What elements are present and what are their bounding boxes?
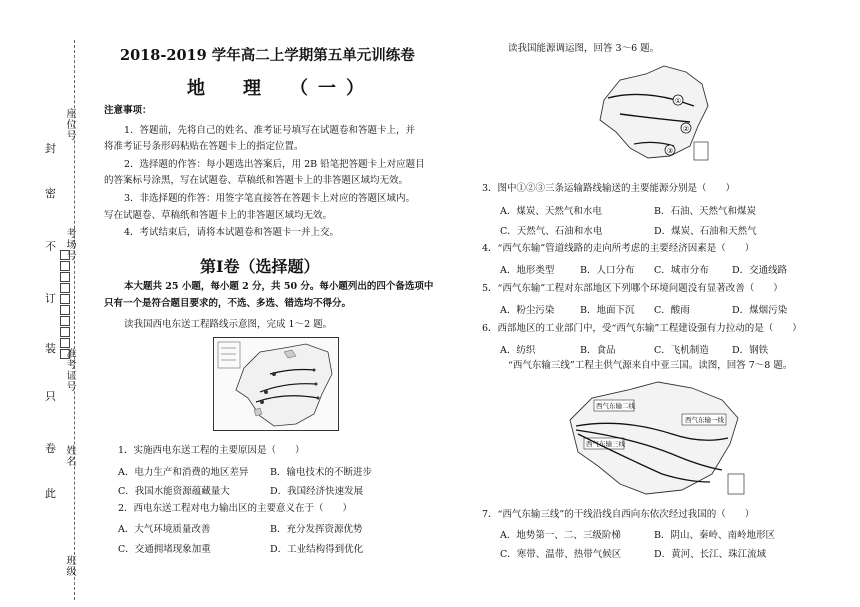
seal-char: 卷 — [45, 442, 56, 455]
q6-stem: 6．西部地区的工业部门中，受“西气东输”工程建设强有力拉动的是（ ） — [482, 323, 802, 334]
q7-stem: 7．“西气东输三线”的干线沿线自西向东依次经过我国的（ ） — [482, 509, 755, 520]
q3-option-c[interactable]: C．天然气、石油和水电 — [500, 226, 603, 237]
admission-number-label: 准考证号 — [64, 348, 75, 392]
q1-option-a[interactable]: A．电力生产和消费的地区差异 — [118, 467, 249, 478]
exam-room-label: 考场号 — [64, 228, 75, 261]
west-east-power-map — [213, 337, 339, 431]
q5-option-b[interactable]: B．地面下沉 — [580, 305, 635, 316]
q6-option-a[interactable]: A．纺织 — [500, 345, 536, 356]
notice-line: 4．考试结束后，请将本试题卷和答题卡一并上交。 — [124, 227, 340, 238]
energy-transport-map — [590, 60, 718, 164]
q1-option-c[interactable]: C．我国水能资源蕴藏量大 — [118, 486, 230, 497]
section-instruction: 只有一个是符合题目要求的，不选、多选、错选均不得分。 — [104, 298, 352, 309]
notice-line: 的答案标号涂黑，写在试题卷、草稿纸和答题卡上的非答题区域均无效。 — [104, 175, 409, 186]
q2-option-b[interactable]: B．充分发挥资源优势 — [270, 524, 363, 535]
q4-option-a[interactable]: A．地形类型 — [500, 265, 555, 276]
q1-option-d[interactable]: D．我国经济快速发展 — [270, 486, 364, 497]
q7-option-a[interactable]: A．地势第一、二、三级阶梯 — [500, 530, 621, 541]
west-east-gas-map — [562, 378, 752, 498]
q3-option-d[interactable]: D．煤炭、石油和天然气 — [654, 226, 757, 237]
seal-char: 此 — [45, 487, 56, 500]
seal-char: 只 — [45, 390, 56, 403]
notice-heading: 注意事项： — [104, 105, 152, 116]
q5-stem: 5．“西气东输”工程对东部地区下列哪个环境问题没有显著改善（ ） — [482, 283, 783, 294]
q5-option-d[interactable]: D．煤烟污染 — [732, 305, 788, 316]
q3-option-a[interactable]: A．煤炭、天然气和水电 — [500, 206, 602, 217]
seal-char: 封 — [45, 142, 56, 155]
q6-option-c[interactable]: C．飞机制造 — [654, 345, 709, 356]
china-outline — [600, 66, 708, 158]
name-label: 姓名 — [64, 445, 75, 467]
seal-char: 不 — [45, 240, 56, 253]
map-legend-box — [218, 342, 240, 368]
q1-option-b[interactable]: B．输电技术的不断进步 — [270, 467, 372, 478]
seal-char: 订 — [45, 292, 56, 305]
q3-option-b[interactable]: B．石油、天然气和煤炭 — [654, 206, 756, 217]
pipeline-2-label: 西气东输二线 — [596, 402, 635, 410]
seal-char: 密 — [45, 187, 56, 200]
seal-char: 装 — [45, 342, 56, 355]
q3-stem: 3．图中①②③三条运输路线输送的主要能源分别是（ ） — [482, 183, 736, 194]
route-1-number: ① — [674, 97, 682, 105]
q4-stem: 4．“西气东输”管道线路的走向所考虑的主要经济因素是（ ） — [482, 243, 755, 254]
q6-option-d[interactable]: D．钢铁 — [732, 345, 769, 356]
q4-option-b[interactable]: B．人口分布 — [580, 265, 635, 276]
section-title: 第Ⅰ卷（选择题） — [200, 257, 320, 276]
notice-line: 将准考证号条形码粘贴在答题卡上的指定位置。 — [104, 141, 304, 152]
route-3-number: ③ — [666, 147, 674, 155]
seat-number-label: 座位号 — [64, 108, 75, 141]
map-intro-gas: “西气东输三线”工程主供气源来自中亚三国。读图，回答 7～8 题。 — [508, 360, 793, 371]
route-2-number: ② — [682, 125, 690, 133]
section-instruction: 本大题共 25 小题，每小题 2 分，共 50 分。每小题列出的四个备选项中 — [124, 281, 434, 292]
notice-line: 1．答题前，先将自己的姓名、准考证号填写在试题卷和答题卡上，并 — [124, 125, 416, 136]
south-sea-inset — [728, 474, 744, 494]
admission-number-boxes[interactable] — [60, 250, 70, 360]
q7-option-b[interactable]: B．阴山、秦岭、南岭地形区 — [654, 530, 775, 541]
notice-line: 写在试题卷、草稿纸和答题卡上的非答题区域均无效。 — [104, 210, 333, 221]
map-intro: 读我国西电东送工程路线示意图，完成 1～2 题。 — [124, 319, 333, 330]
exam-title: 2018-2019 学年高二上学期第五单元训练卷 — [120, 47, 415, 64]
south-sea-inset — [694, 142, 708, 160]
class-label: 班级 — [64, 555, 75, 577]
notice-line: 2．选择题的作答：每小题选出答案后，用 2B 铅笔把答题卡上对应题目 — [124, 159, 425, 170]
pipeline-1-label: 西气东输一线 — [685, 416, 724, 424]
q2-option-a[interactable]: A．大气环境质量改善 — [118, 524, 211, 535]
pipeline-3-label: 西气东输三线 — [586, 440, 625, 448]
q4-option-c[interactable]: C．城市分布 — [654, 265, 709, 276]
q1-stem: 1．实施西电东送工程的主要原因是（ ） — [118, 445, 305, 456]
q5-option-c[interactable]: C．酸雨 — [654, 305, 690, 316]
q7-option-d[interactable]: D．黄河、长江、珠江流域 — [654, 549, 767, 560]
q5-option-a[interactable]: A．粉尘污染 — [500, 305, 555, 316]
q6-option-b[interactable]: B．食品 — [580, 345, 616, 356]
subject-title: 地 理 （一） — [187, 78, 374, 99]
map-intro-energy: 读我国能源调运图，回答 3～6 题。 — [508, 43, 660, 54]
q2-option-c[interactable]: C．交通拥堵现象加重 — [118, 544, 211, 555]
q2-option-d[interactable]: D．工业结构得到优化 — [270, 544, 364, 555]
notice-line: 3．非选择题的作答：用签字笔直接答在答题卡上对应的答题区域内。 — [124, 193, 416, 204]
q4-option-d[interactable]: D．交通线路 — [732, 265, 788, 276]
q2-stem: 2．西电东送工程对电力输出区的主要意义在于（ ） — [118, 503, 353, 514]
q7-option-c[interactable]: C．寒带、温带、热带气候区 — [500, 549, 622, 560]
